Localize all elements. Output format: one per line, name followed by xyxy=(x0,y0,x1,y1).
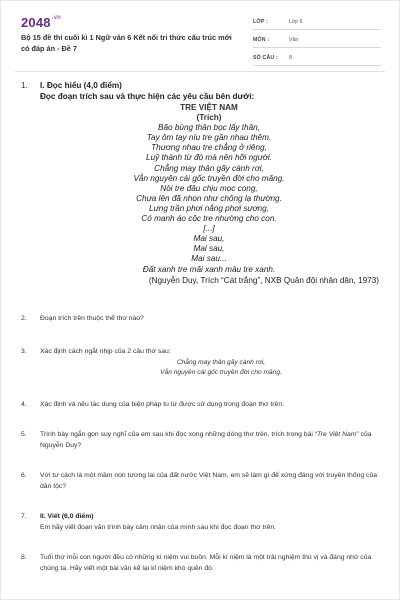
question-6 xyxy=(21,471,381,492)
poem-line: Luỹ thành từ đó mà nên hỡi người. xyxy=(146,153,272,163)
site-logo[interactable] xyxy=(21,15,61,30)
question-text: Tuổi thơ mỗi con người đều có những kí niệm vui buồn. Mỗi kí niệm là một trải nghiệm thú vị và đáng nhớ của chúng ta. Hãy viết một bài văn kể lại kỉ niệm khó quên đó. xyxy=(40,554,372,572)
question-2 xyxy=(21,314,381,325)
question-number: 6. xyxy=(21,472,27,479)
poem-line: Có manh áo cộc tre nhường cho con. xyxy=(141,214,277,224)
question-number: 2. xyxy=(21,315,27,322)
question-number: 5. xyxy=(21,431,27,438)
meta-row-count xyxy=(253,51,381,66)
question-1 xyxy=(21,81,381,286)
question-8 xyxy=(21,553,381,574)
question-text xyxy=(40,430,381,451)
poem-line: Chẳng may thân gãy cành rơi, xyxy=(154,163,264,173)
poem-line: Mai sau, xyxy=(193,244,225,254)
poem-line: Mai sau... xyxy=(191,254,227,264)
poem-source: (Nguyễn Duy, Trích “Cát trắng”, NXB Quân đội nhân dân, 1973) xyxy=(148,275,379,285)
section-heading: II. Viết (6,0 điểm) xyxy=(40,513,94,520)
question-number: 3. xyxy=(21,348,27,355)
logo-text: 2048 xyxy=(21,15,51,30)
section-heading: I. Đọc hiểu (4,0 điểm) xyxy=(40,81,122,90)
question-text-part: ” của Nguyễn Duy? xyxy=(40,431,372,449)
question-3 xyxy=(21,347,381,379)
question-text: Xác định cách ngắt nhịp của 2 câu thơ sau: xyxy=(40,348,171,355)
question-text: Với tư cách là một mầm non tương lai của đất nước Việt Nam, em sẽ làm gì để xứng đáng với truyền thống của dân tộc? xyxy=(40,472,378,490)
poem xyxy=(37,103,381,275)
question-text-part: Trình bày ngắn gọn suy nghĩ của em sau khi đọc xong những dòng thơ trên, trích trong bài “ xyxy=(40,431,318,438)
question-number: 1. xyxy=(21,81,28,90)
poem-line: Chưa lên đã nhọn như chông lạ thường. xyxy=(136,193,282,203)
poem-line: Tay ôm tay níu tre gần nhau thêm. xyxy=(146,133,272,143)
poem-line: Đất xanh tre mãi xanh màu tre xanh. xyxy=(142,264,276,274)
meta-row-subject xyxy=(253,33,381,48)
logo-suffix: .vn xyxy=(51,15,62,21)
question-4 xyxy=(21,400,381,411)
poem-line: Nòi tre đâu chịu mọc cong, xyxy=(160,183,258,193)
meta-label: MÔN : xyxy=(253,37,270,43)
question-instruction: Đọc đoạn trích sau và thực hiện các yêu cầu bên dưới: xyxy=(40,91,255,101)
poem-line: Thương nhau tre chẳng ở riêng, xyxy=(151,143,267,153)
meta-label: LỚP : xyxy=(253,19,269,25)
poem-line: Vẫn nguyên cái gốc truyền đời cho măng. xyxy=(133,173,285,183)
quote-line: Vẫn nguyên cái gốc truyền đời cho măng. xyxy=(160,369,282,376)
quote-line: Chẳng may thân gãy cành rơi, xyxy=(176,358,266,366)
meta-value: 8 xyxy=(289,55,292,61)
poem-title: TRE VIỆT NAM xyxy=(180,103,238,112)
poem-line: Lưng trần phơi nắng phơi sương, xyxy=(149,203,269,213)
poem-subtitle: (Trích) xyxy=(196,113,222,123)
poem-line: Mai sau, xyxy=(193,234,225,244)
question-7 xyxy=(21,512,381,533)
meta-value: Lớp 6 xyxy=(289,19,303,25)
page-title: Bộ 15 đề thi cuối kì 1 Ngữ văn 6 Kết nối tri thức cấu trúc mới có đáp án - Đề 7 xyxy=(21,33,232,53)
poem-line: [...] xyxy=(203,224,215,234)
question-text: Em hãy viết đoạn văn trình bày cảm nhận của mình sau khi đọc đoạn thơ trên. xyxy=(40,523,277,531)
question-number: 8. xyxy=(21,554,27,561)
header-divider xyxy=(15,71,385,72)
question-text: Xác định và nêu tác dụng của biện pháp tu từ được sử dụng trong đoạn thơ trên. xyxy=(40,401,285,408)
meta-info xyxy=(253,15,381,69)
question-5 xyxy=(21,430,381,451)
question-number: 4. xyxy=(21,401,27,408)
question-number: 7. xyxy=(21,513,27,520)
meta-row-class xyxy=(253,15,381,30)
meta-label: SỐ CÂU : xyxy=(253,55,278,61)
poem-name: Tre Việt Nam xyxy=(317,431,357,438)
meta-value: Văn xyxy=(289,37,299,43)
poem-line: Bão bùng thân bọc lấy thân, xyxy=(158,123,260,133)
question-text: Đoạn trích trên thuộc thể thơ nào? xyxy=(40,315,144,322)
